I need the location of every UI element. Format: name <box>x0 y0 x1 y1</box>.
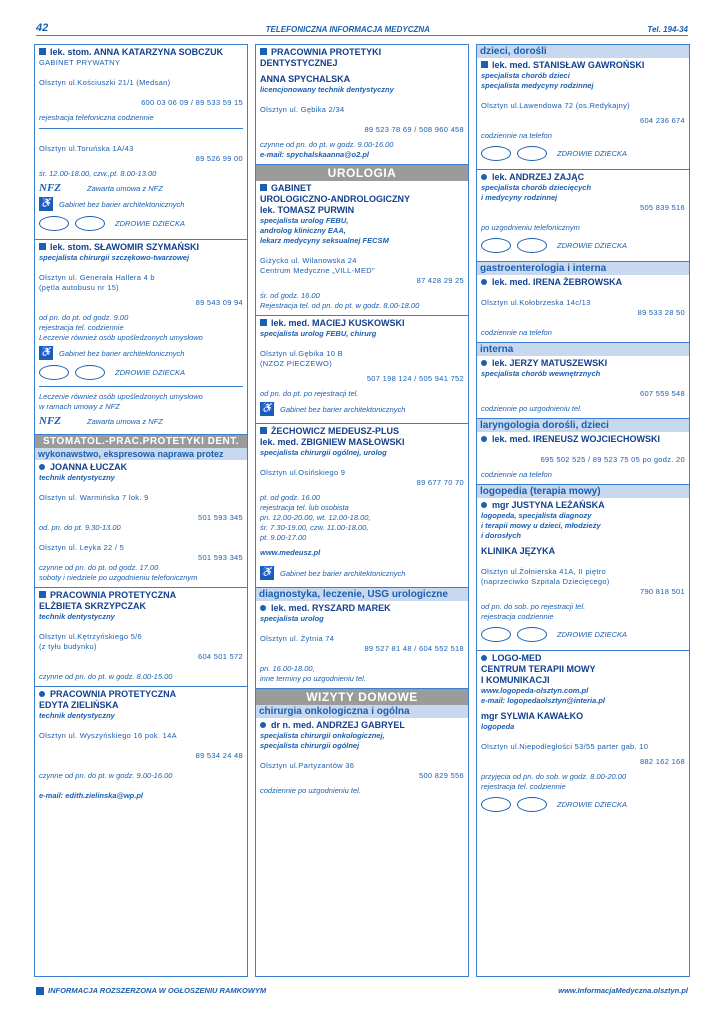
listing-subtitle: specjalista urolog <box>260 614 324 623</box>
listing-title: JOANNA ŁUCZAK <box>50 462 128 472</box>
kids-row: ZDROWIE DZIECKA <box>481 144 685 162</box>
kids-row: ZDROWIE DZIECKA <box>481 236 685 254</box>
listing-subtitle: i terapii mowy u dzieci, młodzieży <box>481 521 601 530</box>
listing-title: GABINET <box>271 183 312 193</box>
hours: w ramach umowy z NFZ <box>39 402 120 411</box>
listing-title: I KOMUNIKACJI <box>481 675 550 685</box>
phone: 89 533 28 50 <box>637 308 685 317</box>
listing-title: dr n. med. ANDRZEJ GABRYEL <box>271 720 405 730</box>
listing-subtitle: specjalista urolog FEBU, chirurg <box>260 329 377 338</box>
bullet-square <box>39 48 46 55</box>
phone: 790 818 501 <box>639 587 685 596</box>
hours: od. pn. do pt. 9.30-13.00 <box>39 523 121 532</box>
hours: inne terminy po uzgodnieniu tel. <box>260 674 366 683</box>
listing-subtitle: technik dentystyczny <box>39 711 115 720</box>
address: Olsztyn ul. Generała Hallera 4 b <box>39 273 155 282</box>
wheelchair-icon: ♿ <box>260 403 274 414</box>
listing-matuszewski <box>477 356 689 419</box>
listing-name: lek. med. ZBIGNIEW MASŁOWSKI <box>260 437 405 447</box>
address: Olsztyn ul. Wyszyńskiego 16 pok. 14A <box>39 731 177 740</box>
listing-title: lek. med. RYSZARD MAREK <box>271 603 391 613</box>
hours: pn. 16.00-18.00, <box>260 664 315 673</box>
listing-title: UROLOGICZNO-ANDROLOGICZNY <box>260 194 410 204</box>
email-link[interactable]: e-mail: logopedaolsztyn@interia.pl <box>481 696 605 705</box>
listing-subtitle: specjalista chirurgii ogólnej, urolog <box>260 448 387 457</box>
address: (pętla autobusu nr 15) <box>39 283 119 292</box>
footer-square-icon <box>36 987 44 995</box>
email-link[interactable]: e-mail: spychalskaanna@o2.pl <box>260 150 370 159</box>
address: Olsztyn ul.Kościuszki 21/1 (Medsan) <box>39 78 171 87</box>
hours: codziennie na telefon <box>481 131 552 140</box>
hours: pn. 12.00-20.00, wt. 12.00-18.00, <box>260 513 371 522</box>
bullet-dot <box>481 655 487 661</box>
hours: rejestracja tel. codziennie <box>481 782 566 791</box>
address: (NZOZ PIECZEWO) <box>260 359 332 368</box>
listing-maslowski <box>256 424 468 588</box>
accessibility-row: ♿ Gabinet bez barier architektonicznych <box>39 347 185 358</box>
address: Olsztyn ul.Toruńska 1A/43 <box>39 144 134 153</box>
page-footer <box>36 986 688 995</box>
listing-skrzypczak <box>35 588 247 687</box>
bullet-square <box>481 61 488 68</box>
listing-subtitle: specjalista urolog FEBU, <box>260 216 349 225</box>
section-subheader: logopedia (terapia mowy) <box>477 485 689 498</box>
hours: czynne od pn. do pt. w godz. 9.00-16.00 <box>39 771 173 780</box>
footer-note: INFORMACJA ROZSZERZONA W OGŁOSZENIU RAMKOWYM <box>48 986 267 995</box>
hours: codziennie po uzgodnieniu tel. <box>481 404 582 413</box>
phone: 695 502 525 / 89 523 75 05 po godz. 20 <box>540 455 685 464</box>
listing-zajac <box>477 170 689 262</box>
header-tel: Tel. 194-34 <box>647 25 688 34</box>
nfz-logo: NFZ <box>39 415 61 427</box>
section-header: UROLOGIA <box>256 165 468 181</box>
phone: 89 543 09 94 <box>195 298 243 307</box>
listing-marek <box>256 601 468 689</box>
listing-subtitle: specjalista chirurgii onkologicznej, <box>260 731 385 740</box>
listing-subtitle: logopeda, specjalista diagnozy <box>481 511 592 520</box>
hours: pt. 9.00-17.00 <box>260 533 307 542</box>
phone: 89 523 78 69 / 508 960 458 <box>364 125 464 134</box>
footer-website-link[interactable]: www.InformacjaMedyczna.olsztyn.pl <box>558 986 688 995</box>
listing-title: lek. stom. ANNA KATARZYNA SOBCZUK <box>50 47 224 57</box>
section-header: WIZYTY DOMOWE <box>256 689 468 705</box>
bullet-dot <box>260 605 266 611</box>
bullet-square <box>260 319 267 326</box>
section-subheader: laryngologia dorośli, dzieci <box>477 419 689 432</box>
phone: 501 593 345 <box>197 513 243 522</box>
hours: pt. od godz. 16.00 <box>260 493 321 502</box>
phone: 507 198 124 / 505 941 752 <box>366 374 464 383</box>
bullet-dot <box>39 691 45 697</box>
address: Olsztyn ul.Partyzantów 36 <box>260 761 355 770</box>
section-subheader: dzieci, dorośli <box>477 45 689 58</box>
listing-subtitle: specjalista chirurgii szczękowo-twarzowej <box>39 253 190 262</box>
hours: rejestracja telefoniczna codziennie <box>39 113 154 122</box>
bullet-square <box>260 427 267 434</box>
hours: rejestracja codziennie <box>481 612 554 621</box>
section-subheader: interna <box>477 343 689 356</box>
listing-title: lek. med. STANISŁAW GAWROŃSKI <box>492 60 645 70</box>
listing-name: EDYTA ZIELIŃSKA <box>39 700 119 710</box>
bullet-square <box>260 184 267 191</box>
hours: rejestracja tel. codziennie <box>39 323 124 332</box>
listing-name: mgr SYLWIA KAWAŁKO <box>481 711 584 721</box>
nfz-logo: NFZ <box>39 182 61 194</box>
phone: 89 526 99 00 <box>195 154 243 163</box>
listing-title: mgr JUSTYNA LEŻAŃSKA <box>492 500 605 510</box>
phone: 87 428 29 25 <box>416 276 464 285</box>
page-header <box>36 22 688 36</box>
listing-subtitle: specjalista chorób wewnętrznych <box>481 369 601 378</box>
listing-spychalska <box>256 45 468 165</box>
listing-subtitle: specjalista chirurgii ogólnej <box>260 741 360 750</box>
hours: codziennie na telefon <box>481 470 552 479</box>
address: Olsztyn ul.Niepodległości 53/55 parter gab. 10 <box>481 742 649 751</box>
kids-faces-icon <box>481 236 551 254</box>
listing-subtitle: androlog kliniczny EAA, <box>260 226 346 235</box>
hours: soboty i niedziele po uzgodnieniu telefonicznym <box>39 573 198 582</box>
email-link[interactable]: e-mail: edith.zielinska@wp.pl <box>39 791 144 800</box>
kids-faces-icon <box>481 144 551 162</box>
bullet-square <box>39 243 46 250</box>
section-subheader: chirurgia onkologiczna i ogólna <box>256 705 468 718</box>
kids-row: ZDROWIE DZIECKA <box>481 795 685 813</box>
address: Olsztyn ul.Kołobrzeska 14c/13 <box>481 298 591 307</box>
hours: śr. 7.30-19.00, czw. 11.00-18.00, <box>260 523 369 532</box>
bullet-dot <box>481 360 487 366</box>
hours: przyjęcia od pn. do sob. w godz. 8.00-20.00 <box>481 772 627 781</box>
listing-title: lek. med. IRENA ŻEBROWSKA <box>492 277 623 287</box>
listing-gabryel <box>256 718 468 800</box>
listing-title: lek. med. IRENEUSZ WOJCIECHOWSKI <box>492 434 661 444</box>
hours: od pn. do sob. po rejestracji tel. <box>481 602 586 611</box>
listing-wojciechowski <box>477 432 689 485</box>
hours: Leczenie również osób upośledzonych umysłowo <box>39 333 203 342</box>
listing-zielinska <box>35 687 247 805</box>
phone: 607 559 548 <box>639 389 685 398</box>
wheelchair-icon: ♿ <box>260 567 274 578</box>
bullet-dot <box>39 464 45 470</box>
listing-luczak <box>35 460 247 588</box>
hours: od pn. do pt. po rejestracji tel. <box>260 389 359 398</box>
page-number: 42 <box>36 22 49 34</box>
hours: codziennie na telefon <box>481 328 552 337</box>
phone: 505 839 516 <box>639 203 685 212</box>
section-subheader: wykonawstwo, ekspresowa naprawa protez <box>35 448 247 460</box>
listing-zebrowska <box>477 275 689 343</box>
accessibility-row: ♿ Gabinet bez barier architektonicznych <box>260 567 406 578</box>
hours: czynne od pn. do pt. od godz. 17.00 <box>39 563 159 572</box>
listing-szymanski <box>35 240 247 435</box>
hours: Leczenie również osób upośledzonych umysłowo <box>39 392 203 401</box>
nfz-row: NFZ Zawarta umowa z NFZ <box>39 182 163 194</box>
hours: rejestracja tel. lub osobista <box>260 503 349 512</box>
listing-subtitle: technik dentystyczny <box>39 473 115 482</box>
hours: czynne od pn. do pt. w godz. 9.00-16.00 <box>260 140 394 149</box>
divider <box>39 128 243 129</box>
kids-faces-icon <box>481 625 551 643</box>
section-subheader: diagnostyka, leczenie, USG urologiczne <box>256 588 468 601</box>
listing-subtitle: licencjonowany technik dentystyczny <box>260 85 394 94</box>
phone: 600 03 06 09 / 89 533 59 15 <box>141 98 243 107</box>
address: Olsztyn ul. Warmińska 7 lok. 9 <box>39 493 149 502</box>
address: Olsztyn ul. Gębika 2/34 <box>260 105 345 114</box>
bullet-square <box>39 591 46 598</box>
listing-logo-med <box>477 651 689 820</box>
column-1 <box>34 44 248 977</box>
column-3 <box>476 44 690 977</box>
address: Olsztyn ul.Żołnierska 41A, II piętro <box>481 567 607 576</box>
listing-name: KLINIKA JĘZYKA <box>481 546 556 556</box>
listing-title: DENTYSTYCZNEJ <box>260 58 338 68</box>
bullet-dot <box>481 174 487 180</box>
address: Olsztyn ul. Leyka 22 / 5 <box>39 543 125 552</box>
address: Centrum Medyczne „VILL-MED" <box>260 266 375 275</box>
kids-row: ZDROWIE DZIECKA <box>481 625 685 643</box>
kids-faces-icon <box>39 363 109 381</box>
column-2 <box>255 44 469 977</box>
listing-subtitle: lekarz medycyny seksualnej FECSM <box>260 236 389 245</box>
bullet-dot <box>481 279 487 285</box>
listing-subtitle: logopeda <box>481 722 515 731</box>
website-link[interactable]: www.medeusz.pl <box>260 548 321 557</box>
bullet-square <box>260 48 267 55</box>
address: Olsztyn ul.Gębika 10 B <box>260 349 343 358</box>
listing-purwin <box>256 181 468 316</box>
page-title: TELEFONICZNA INFORMACJA MEDYCZNA <box>265 25 430 34</box>
section-header: STOMATOL.-PRAC.PROTETYKI DENT. <box>35 435 247 448</box>
listing-subtitle: specjalista chorób dziecięcych <box>481 183 592 192</box>
listing-name: ANNA SPYCHALSKA <box>260 74 351 84</box>
listing-title: CENTRUM TERAPII MOWY <box>481 664 596 674</box>
accessibility-row: ♿ Gabinet bez barier architektonicznych <box>260 403 406 414</box>
listing-title: lek. ANDRZEJ ZAJĄC <box>492 172 585 182</box>
bullet-dot <box>481 502 487 508</box>
address: Olsztyn ul. Żytnia 74 <box>260 634 335 643</box>
phone: 501 593 345 <box>197 553 243 562</box>
hours: codziennie po uzgodnieniu tel. <box>260 786 361 795</box>
kids-row: ZDROWIE DZIECKA <box>39 214 243 232</box>
listing-subtitle: i dorosłych <box>481 531 522 540</box>
kids-row: ZDROWIE DZIECKA <box>39 363 243 381</box>
address: (naprzeciwko Szpitala Dziecięcego) <box>481 577 610 586</box>
listing-name: ELŻBIETA SKRZYPCZAK <box>39 601 146 611</box>
divider <box>39 386 243 387</box>
listing-subtitle: specjalista chorób dzieci <box>481 71 570 80</box>
address: Olsztyn ul.Lawendowa 72 (os.Redykajny) <box>481 101 630 110</box>
hours: od pn. do pt. od godz. 9.00 <box>39 313 129 322</box>
address: Giżycko ul. Wilanowska 24 <box>260 256 357 265</box>
listing-title: lek. JERZY MATUSZEWSKI <box>492 358 608 368</box>
phone: 500 829 556 <box>418 771 464 780</box>
listing-subtitle: i medycyny rodzinnej <box>481 193 558 202</box>
hours: po uzgodnieniu telefonicznym <box>481 223 580 232</box>
listing-subtitle: specjalista medycyny rodzinnej <box>481 81 594 90</box>
phone: 604 236 674 <box>639 116 685 125</box>
nfz-row: NFZ Zawarta umowa z NFZ <box>39 415 163 427</box>
bullet-dot <box>260 722 266 728</box>
bullet-dot <box>481 436 487 442</box>
listing-title: PRACOWNIA PROTETYCZNA <box>50 689 177 699</box>
listing-gawronski <box>477 58 689 170</box>
hours: śr. 12.00-18.00, czw.,pt. 8.00-13.00 <box>39 169 157 178</box>
section-subheader: gastroenterologia i interna <box>477 262 689 275</box>
phone: 89 527 81 48 / 604 552 518 <box>364 644 464 653</box>
listing-title: PRACOWNIA PROTETYCZNA <box>50 590 177 600</box>
listing-title: PRACOWNIA PROTETYKI <box>271 47 382 57</box>
listing-subtitle: technik dentystyczny <box>39 612 115 621</box>
hours: Rejestracja tel. od pn. do pt. w godz. 8.00-18.00 <box>260 301 420 310</box>
wheelchair-icon: ♿ <box>39 347 53 358</box>
listing-title: lek. med. MACIEJ KUSKOWSKI <box>271 318 405 328</box>
phone: 89 534 24 48 <box>195 751 243 760</box>
listing-title: ŻECHOWICZ MEDEUSZ-PLUS <box>271 426 399 436</box>
wheelchair-icon: ♿ <box>39 198 53 209</box>
listing-lezanska <box>477 498 689 651</box>
hours: czynne od pn. do pt. w godz. 8.00-15.00 <box>39 672 173 681</box>
address: Olsztyn ul.Osińskiego 9 <box>260 468 346 477</box>
listing-title: LOGO-MED <box>492 653 542 663</box>
listing-name: lek. TOMASZ PURWIN <box>260 205 355 215</box>
kids-faces-icon <box>39 214 109 232</box>
listing-title: lek. stom. SŁAWOMIR SZYMAŃSKI <box>50 242 200 252</box>
hours: śr. od godz. 16.00 <box>260 291 320 300</box>
website-link[interactable]: www.logopeda-olsztyn.com.pl <box>481 686 589 695</box>
phone: 89 677 70 70 <box>416 478 464 487</box>
listing-subtitle: GABINET PRYWATNY <box>39 58 121 67</box>
kids-faces-icon <box>481 795 551 813</box>
listing-kuskowski <box>256 316 468 424</box>
phone: 604 501 572 <box>197 652 243 661</box>
listing-sobczuk <box>35 45 247 240</box>
address: Olsztyn ul.Kętrzyńskiego 5/6 <box>39 632 143 641</box>
phone: 882 162 168 <box>639 757 685 766</box>
address: (z tyłu budynku) <box>39 642 97 651</box>
accessibility-row: ♿ Gabinet bez barier architektonicznych <box>39 198 185 209</box>
